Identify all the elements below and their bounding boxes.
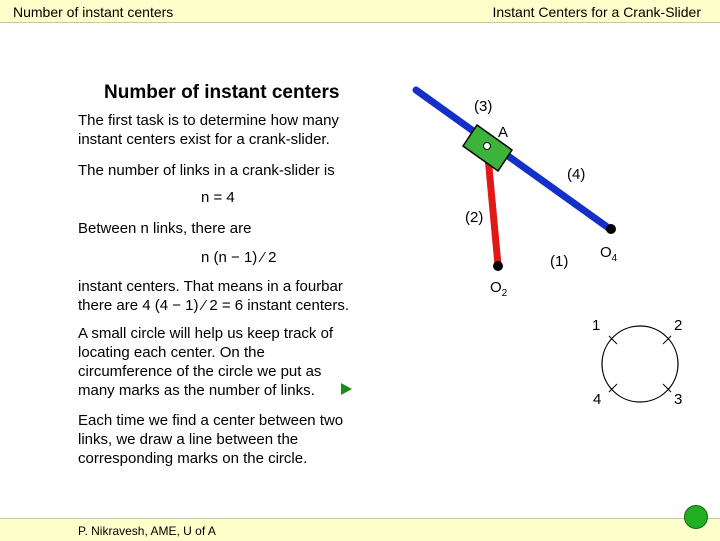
label-o4: $O_4$ [600, 244, 618, 264]
circle-mark-label-2: 2 [674, 317, 683, 334]
circle-mark-label-1: 1 [592, 317, 601, 334]
paragraph-3: Between n links, there are [78, 220, 252, 237]
green-circle-button-icon[interactable] [684, 505, 708, 529]
pin-a [484, 143, 491, 150]
slide-title: Number of instant centers [104, 82, 340, 103]
label-pin-a: A [498, 124, 509, 141]
label-link-4: (4) [567, 166, 586, 183]
ground-pin-o4 [606, 224, 616, 234]
label-o2: $O_2$ [490, 279, 508, 299]
ground-pin-o2 [493, 261, 503, 271]
paragraph-1: The first task is to determine how many instant centers exist for a crank-slider. [78, 112, 339, 148]
circle-mark-label-3: 3 [674, 391, 683, 408]
paragraph-5: A small circle will help us keep track of locating each center. On the circumference of the circle we put as many marks as the number of links. [78, 325, 334, 399]
circle-mark-label-4: 4 [593, 391, 602, 408]
paragraph-2: The number of links in a crank-slider is [78, 162, 335, 179]
equation-n: n = 4 [201, 189, 235, 206]
slider-rail-link [416, 90, 610, 229]
footer-left: P. Nikravesh, AME, U of A [78, 524, 216, 538]
header-left: Number of instant centers [13, 4, 174, 20]
label-link-1: (1) [550, 253, 569, 270]
bookkeeping-circle [602, 326, 678, 402]
label-link-2: (2) [465, 209, 484, 226]
header-right: Instant Centers for a Crank-Slider [492, 4, 701, 20]
label-link-3: (3) [474, 98, 493, 115]
paragraph-6: Each time we find a center between two links, we draw a line between the corresponding marks on the circle. [78, 412, 344, 467]
paragraph-4: instant centers. That means in a fourbar there are 4 (4 − 1) ⁄ 2 = 6 instant centers. [78, 278, 349, 314]
equation-count: n (n − 1) ⁄ 2 [201, 249, 277, 266]
footer-bar [0, 518, 720, 541]
